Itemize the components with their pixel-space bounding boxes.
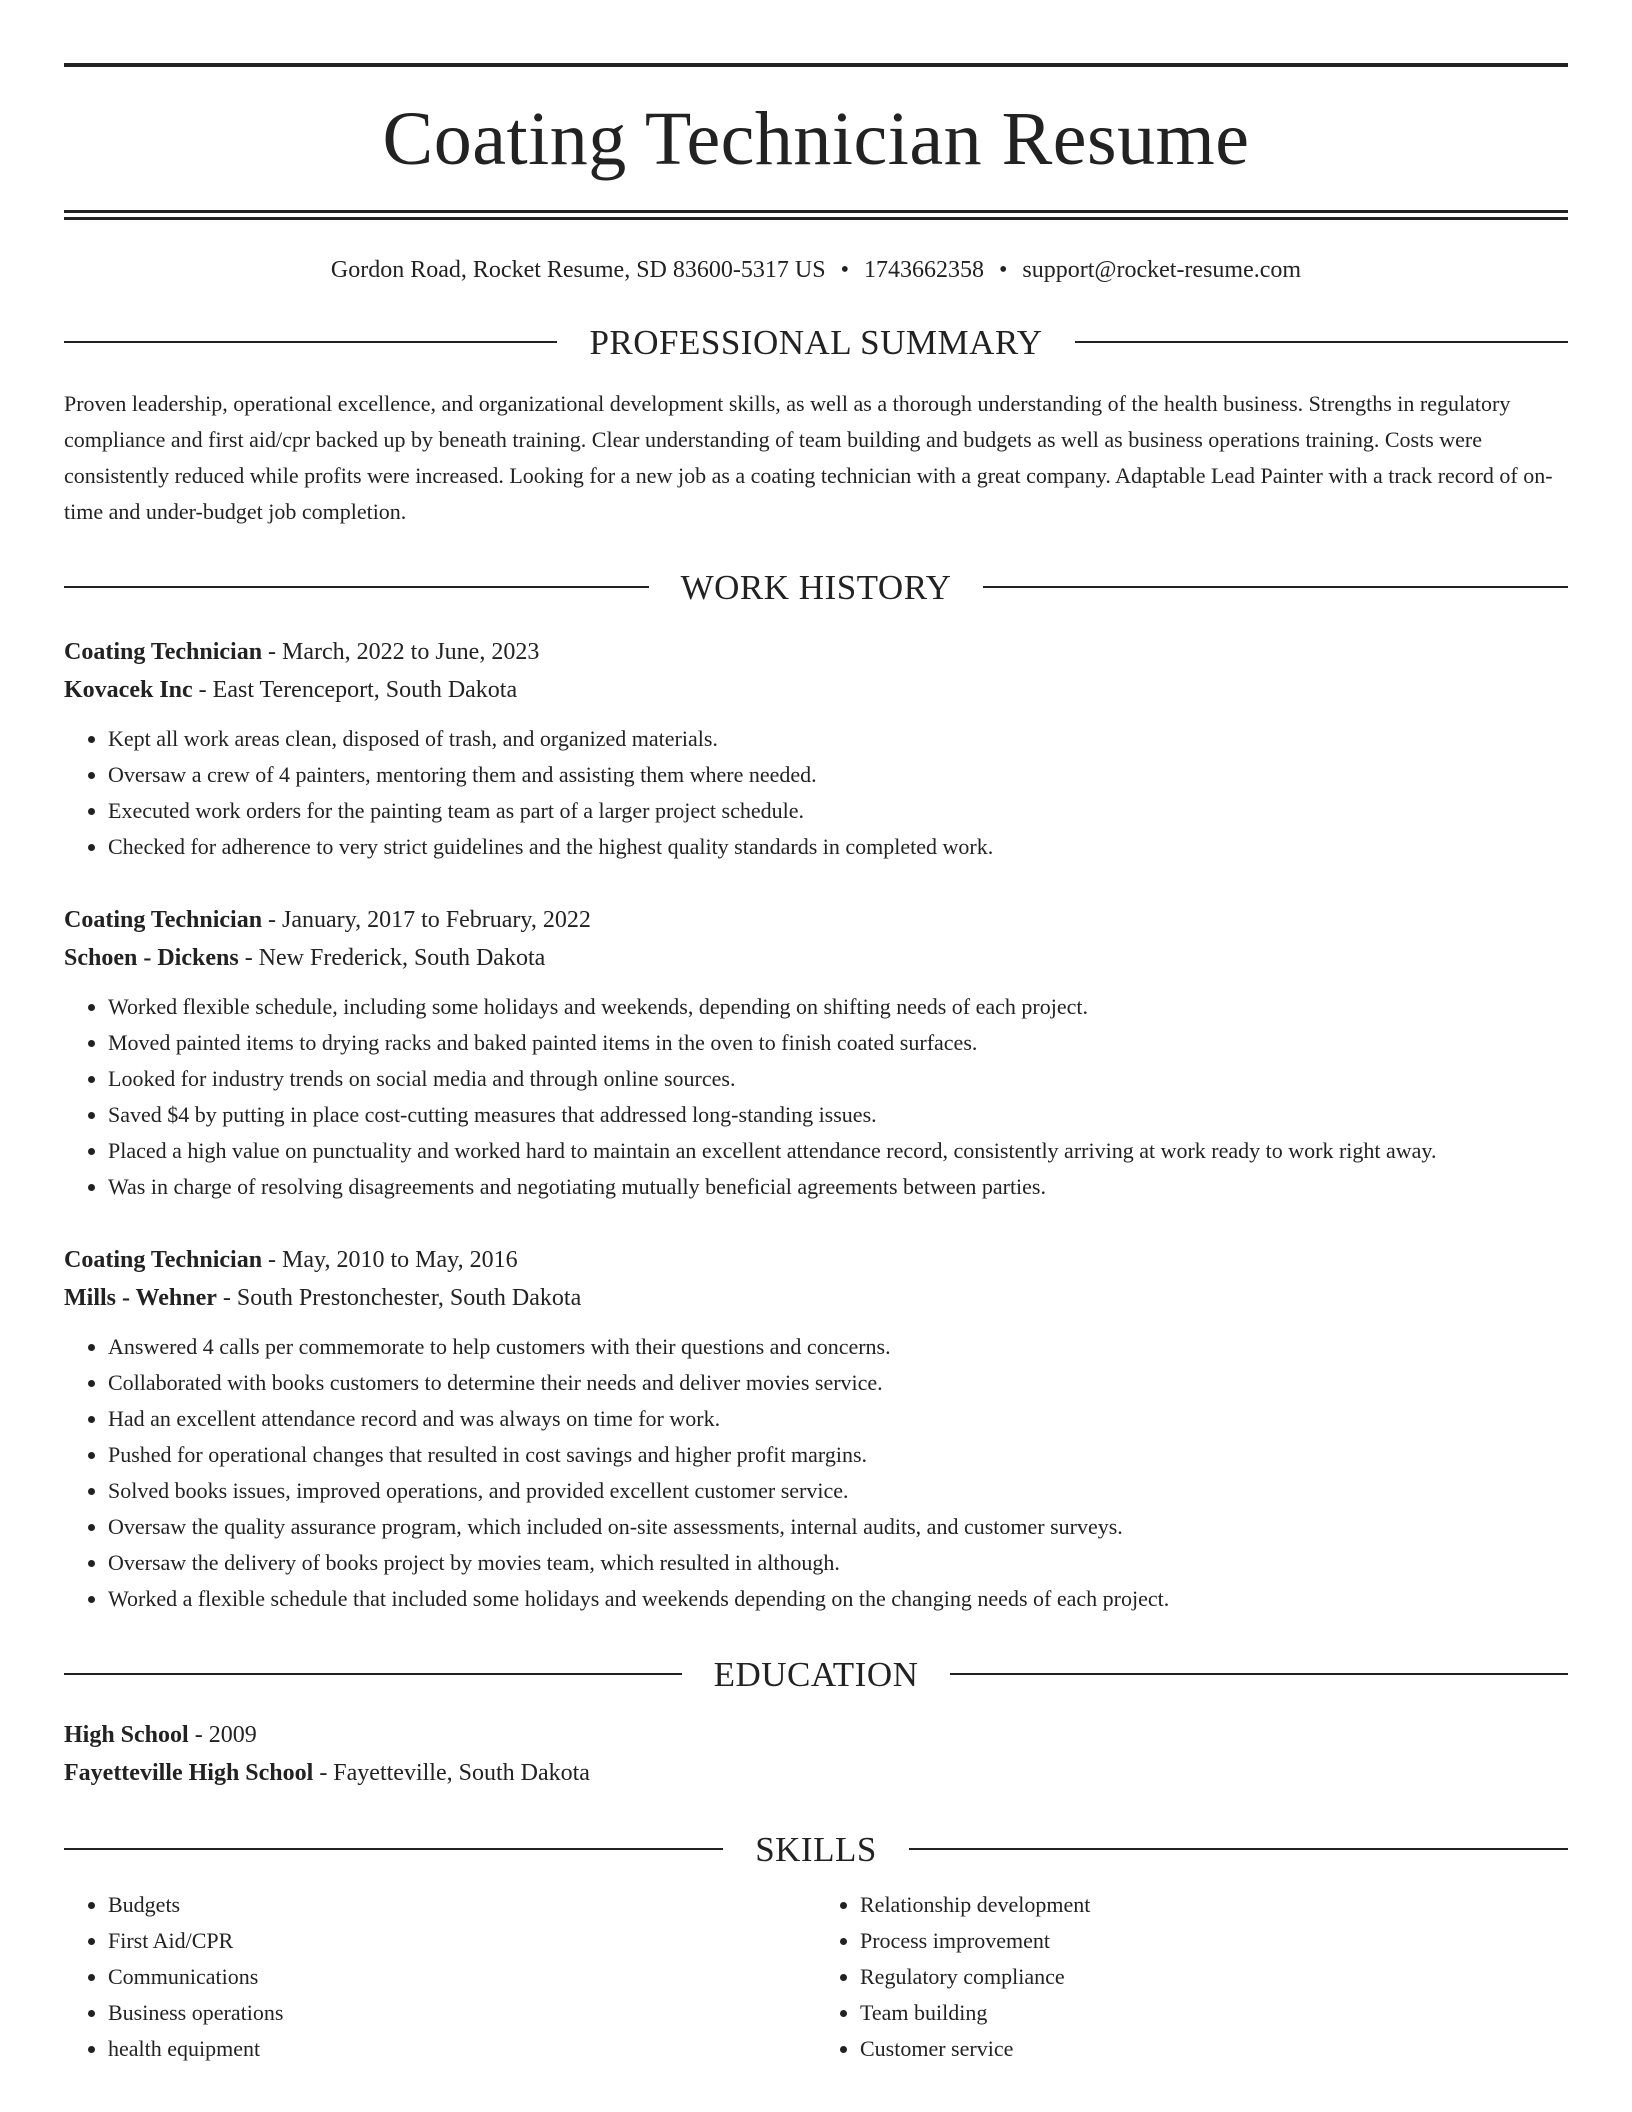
job-title-line: [64, 1241, 1568, 1279]
skill-item: • First Aid/CPR: [108, 1923, 816, 1959]
skill-item: • Communications: [108, 1959, 816, 1995]
section-title: SKILLS: [755, 1829, 877, 1869]
section-heading-skills: [64, 1829, 1568, 1869]
skill-item: • Process improvement: [860, 1923, 1568, 1959]
heading-rule: [983, 586, 1568, 588]
job-bullet: • Oversaw a crew of 4 painters, mentoring them and assisting them where needed.: [108, 757, 1568, 793]
job-bullet: • Pushed for operational changes that resulted in cost savings and higher profit margins.: [108, 1437, 1568, 1473]
job-bullet: • Solved books issues, improved operations, and provided excellent customer service.: [108, 1473, 1568, 1509]
heading-rule: [64, 586, 649, 588]
title-double-rule: [64, 210, 1568, 220]
job-bullet: • Placed a high value on punctuality and worked hard to maintain an excellent attendance record, consistently arriving at work ready to work right away.: [108, 1133, 1568, 1169]
job-bullets: [64, 721, 1568, 865]
job-bullet: • Was in charge of resolving disagreements and negotiating mutually beneficial agreements between parties.: [108, 1169, 1568, 1205]
job-location: - South Prestonchester, South Dakota: [216, 1284, 582, 1311]
section-title: PROFESSIONAL SUMMARY: [589, 322, 1043, 362]
skills-list-right: [816, 1887, 1568, 2067]
job-bullets: [64, 989, 1568, 1205]
heading-rule: [64, 341, 557, 343]
contact-address: Gordon Road, Rocket Resume, SD 83600-5317 US: [330, 257, 826, 283]
job-bullet: • Answered 4 calls per commemorate to help customers with their questions and concerns.: [108, 1329, 1568, 1365]
education-school: Fayetteville High School: [64, 1759, 314, 1786]
top-rule: [64, 63, 1568, 67]
heading-rule: [950, 1673, 1568, 1675]
job-location: - East Terenceport, South Dakota: [192, 676, 518, 703]
skill-item: • Business operations: [108, 1995, 816, 2031]
job-company: Kovacek Inc: [64, 676, 193, 703]
section-heading-summary: [64, 322, 1568, 362]
job-title-line: [64, 633, 1568, 671]
job-title: Coating Technician: [64, 906, 263, 933]
education-year: - 2009: [188, 1721, 257, 1748]
job-bullet: • Looked for industry trends on social media and through online sources.: [108, 1061, 1568, 1097]
job-company: Mills - Wehner: [64, 1284, 217, 1311]
job-bullet: • Worked a flexible schedule that included some holidays and weekends depending on the changing needs of each project.: [108, 1581, 1568, 1617]
job-bullets: [64, 1329, 1568, 1617]
job-bullet: • Moved painted items to drying racks and baked painted items in the oven to finish coated surfaces.: [108, 1025, 1568, 1061]
job-company-line: [64, 939, 1568, 977]
job-entry: [64, 633, 1568, 865]
skill-item: • Customer service: [860, 2031, 1568, 2067]
education-entry: [64, 1716, 1568, 1792]
skills-columns: [64, 1887, 1568, 2067]
job-company: Schoen - Dickens: [64, 944, 239, 971]
summary-text: Proven leadership, operational excellence, and organizational development skills, as well as a thorough understanding of the health business. Strengths in regulatory compliance and first aid/cpr backed up by beneath training. Clear understanding of team building and budgets as well as business operations training. Costs were consistently reduced while profits were increased. Looking for a new job as a coating technician with a great company. Adaptable Lead Painter with a track record of on-time and under-budget job completion.: [64, 390, 1553, 524]
job-bullet: • Oversaw the delivery of books project by movies team, which resulted in although.: [108, 1545, 1568, 1581]
resume-title: Coating Technician Resume: [382, 97, 1250, 181]
job-entry: [64, 1241, 1568, 1617]
job-bullet: • Collaborated with books customers to determine their needs and deliver movies service.: [108, 1365, 1568, 1401]
job-company-line: [64, 1279, 1568, 1317]
section-heading-education: [64, 1654, 1568, 1694]
job-entry: [64, 901, 1568, 1205]
job-bullet: • Oversaw the quality assurance program, which included on-site assessments, internal audits, and customer surveys.: [108, 1509, 1568, 1545]
contact-separator: •: [840, 257, 849, 283]
job-title: Coating Technician: [64, 1246, 263, 1273]
heading-rule: [64, 1673, 682, 1675]
skill-item: • Team building: [860, 1995, 1568, 2031]
section-heading-work: [64, 567, 1568, 607]
job-bullet: • Saved $4 by putting in place cost-cutting measures that addressed long-standing issues.: [108, 1097, 1568, 1133]
job-location: - New Frederick, South Dakota: [238, 944, 546, 971]
skill-item: • Relationship development: [860, 1887, 1568, 1923]
skill-item: • Regulatory compliance: [860, 1959, 1568, 1995]
job-dates: - January, 2017 to February, 2022: [262, 906, 591, 933]
job-company-line: [64, 671, 1568, 709]
education-degree: High School: [64, 1721, 189, 1748]
education-degree-line: [64, 1716, 1568, 1754]
education-location: - Fayetteville, South Dakota: [313, 1759, 590, 1786]
skill-item: • health equipment: [108, 2031, 816, 2067]
contact-line: [64, 256, 1568, 285]
job-bullet: • Executed work orders for the painting team as part of a larger project schedule.: [108, 793, 1568, 829]
contact-email[interactable]: support@rocket-resume.com: [1022, 257, 1302, 283]
heading-rule: [64, 1848, 723, 1850]
skill-item: • Budgets: [108, 1887, 816, 1923]
job-dates: - March, 2022 to June, 2023: [262, 638, 540, 665]
section-title: EDUCATION: [713, 1654, 919, 1694]
job-title: Coating Technician: [64, 638, 263, 665]
skills-list-left: [64, 1887, 816, 2067]
resume-page: [64, 63, 1568, 2067]
heading-rule: [909, 1848, 1568, 1850]
education-school-line: [64, 1754, 1568, 1792]
job-bullet: • Checked for adherence to very strict guidelines and the highest quality standards in completed work.: [108, 829, 1568, 865]
job-bullet: • Had an excellent attendance record and was always on time for work.: [108, 1401, 1568, 1437]
job-dates: - May, 2010 to May, 2016: [262, 1246, 518, 1273]
job-title-line: [64, 901, 1568, 939]
heading-rule: [1075, 341, 1568, 343]
contact-phone[interactable]: 1743662358: [863, 257, 984, 283]
section-title: WORK HISTORY: [680, 567, 952, 607]
job-bullet: • Kept all work areas clean, disposed of trash, and organized materials.: [108, 721, 1568, 757]
job-bullet: • Worked flexible schedule, including some holidays and weekends, depending on shifting needs of each project.: [108, 989, 1568, 1025]
contact-separator: •: [998, 257, 1008, 283]
